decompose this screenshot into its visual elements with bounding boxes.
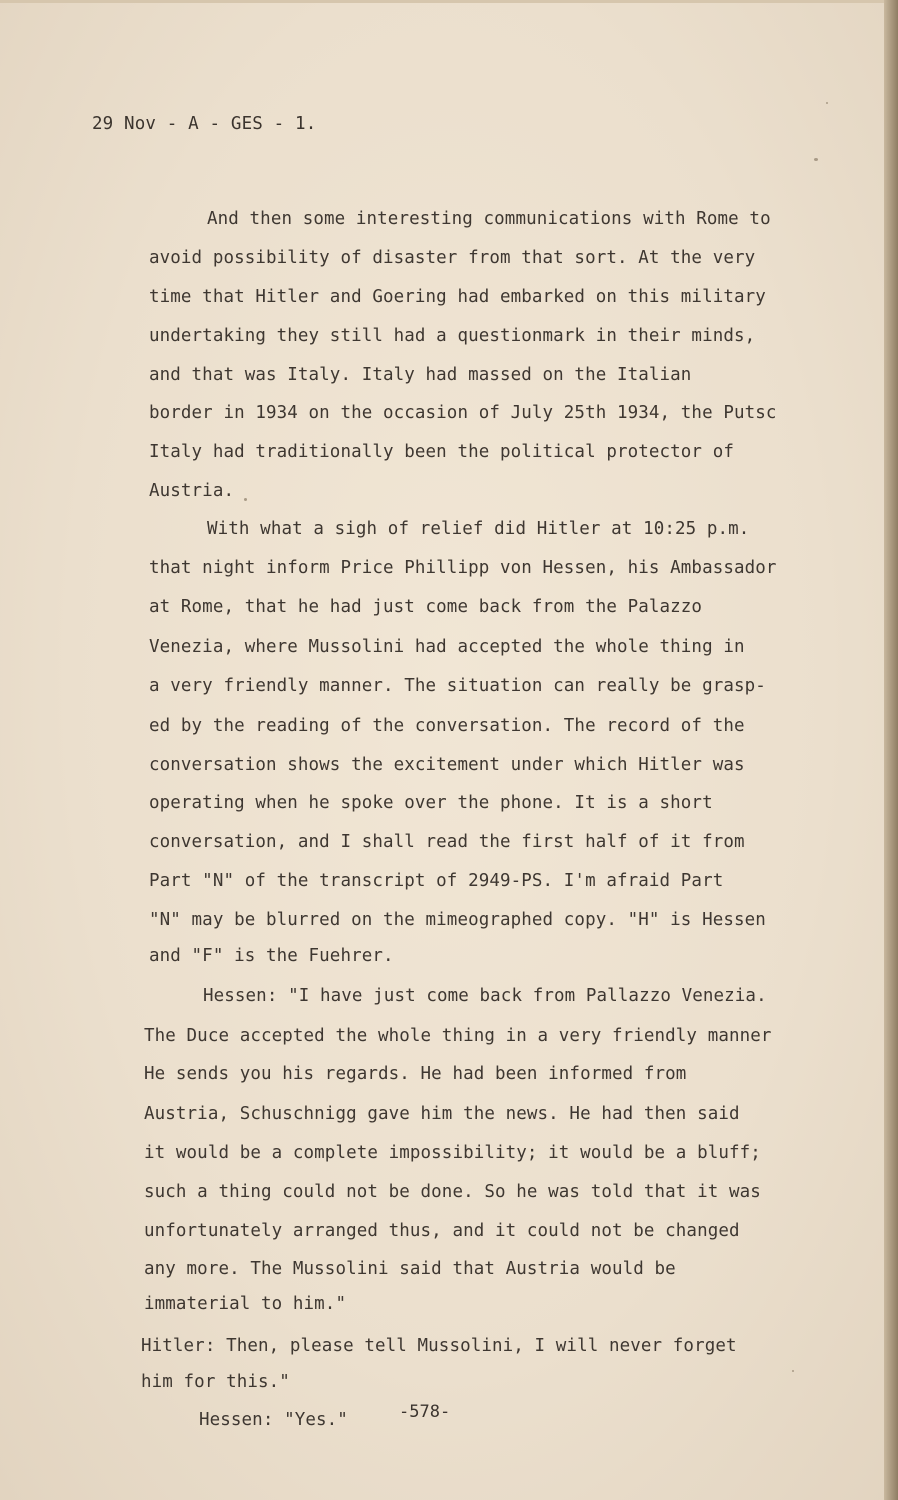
text-line: The Duce accepted the whole thing in a very friendly manner [144, 1026, 772, 1046]
paper-speck [792, 1370, 794, 1372]
paper-speck [814, 158, 818, 161]
text-line: And then some interesting communications with Rome to [207, 209, 771, 229]
text-line: Hitler: Then, please tell Mussolini, I will never forget [141, 1336, 737, 1356]
page-top-edge [0, 0, 898, 3]
text-line: He sends you his regards. He had been informed from [144, 1064, 687, 1084]
paper-speck [826, 102, 828, 104]
text-line: Part "N" of the transcript of 2949-PS. I'm afraid Part [149, 871, 724, 891]
text-line: time that Hitler and Goering had embarked on this military [149, 287, 766, 307]
text-line: avoid possibility of disaster from that sort. At the very [149, 248, 756, 268]
text-line: immaterial to him." [144, 1294, 347, 1314]
text-line: Hessen: "I have just come back from Pallazzo Venezia. [203, 986, 767, 1006]
text-line: border in 1934 on the occasion of July 25th 1934, the Putsc [149, 403, 777, 423]
page-number: -578- [399, 1402, 451, 1422]
text-line: conversation, and I shall read the first half of it from [149, 832, 745, 852]
text-line: Venezia, where Mussolini had accepted the whole thing in [149, 637, 745, 657]
text-line: him for this." [141, 1372, 290, 1392]
text-line: Hessen: "Yes." [199, 1410, 348, 1430]
text-line: Italy had traditionally been the political protector of [149, 442, 734, 462]
text-line: undertaking they still had a questionmark in their minds, [149, 326, 756, 346]
text-line: it would be a complete impossibility; it would be a bluff; [144, 1143, 761, 1163]
document-reference: 29 Nov - A - GES - 1. [92, 114, 317, 134]
text-line: ed by the reading of the conversation. The record of the [149, 716, 745, 736]
text-line: and "F" is the Fuehrer. [149, 946, 394, 966]
text-line: such a thing could not be done. So he was told that it was [144, 1182, 761, 1202]
text-line: With what a sigh of relief did Hitler at 10:25 p.m. [207, 519, 750, 539]
text-line: at Rome, that he had just come back from the Palazzo [149, 597, 703, 617]
page-right-edge [884, 0, 898, 1500]
text-line: and that was Italy. Italy had massed on the Italian [149, 365, 692, 385]
text-line: unfortunately arranged thus, and it could not be changed [144, 1221, 740, 1241]
text-line: Austria. [149, 481, 235, 501]
text-line: "N" may be blurred on the mimeographed copy. "H" is Hessen [149, 910, 766, 930]
text-line: operating when he spoke over the phone. It is a short [149, 793, 713, 813]
text-line: any more. The Mussolini said that Austria would be [144, 1259, 676, 1279]
paper-speck [244, 498, 247, 501]
text-line: that night inform Price Phillipp von Hessen, his Ambassador [149, 558, 777, 578]
text-line: Austria, Schuschnigg gave him the news. He had then said [144, 1104, 740, 1124]
text-line: a very friendly manner. The situation can really be grasp- [149, 676, 766, 696]
text-line: conversation shows the excitement under which Hitler was [149, 755, 745, 775]
